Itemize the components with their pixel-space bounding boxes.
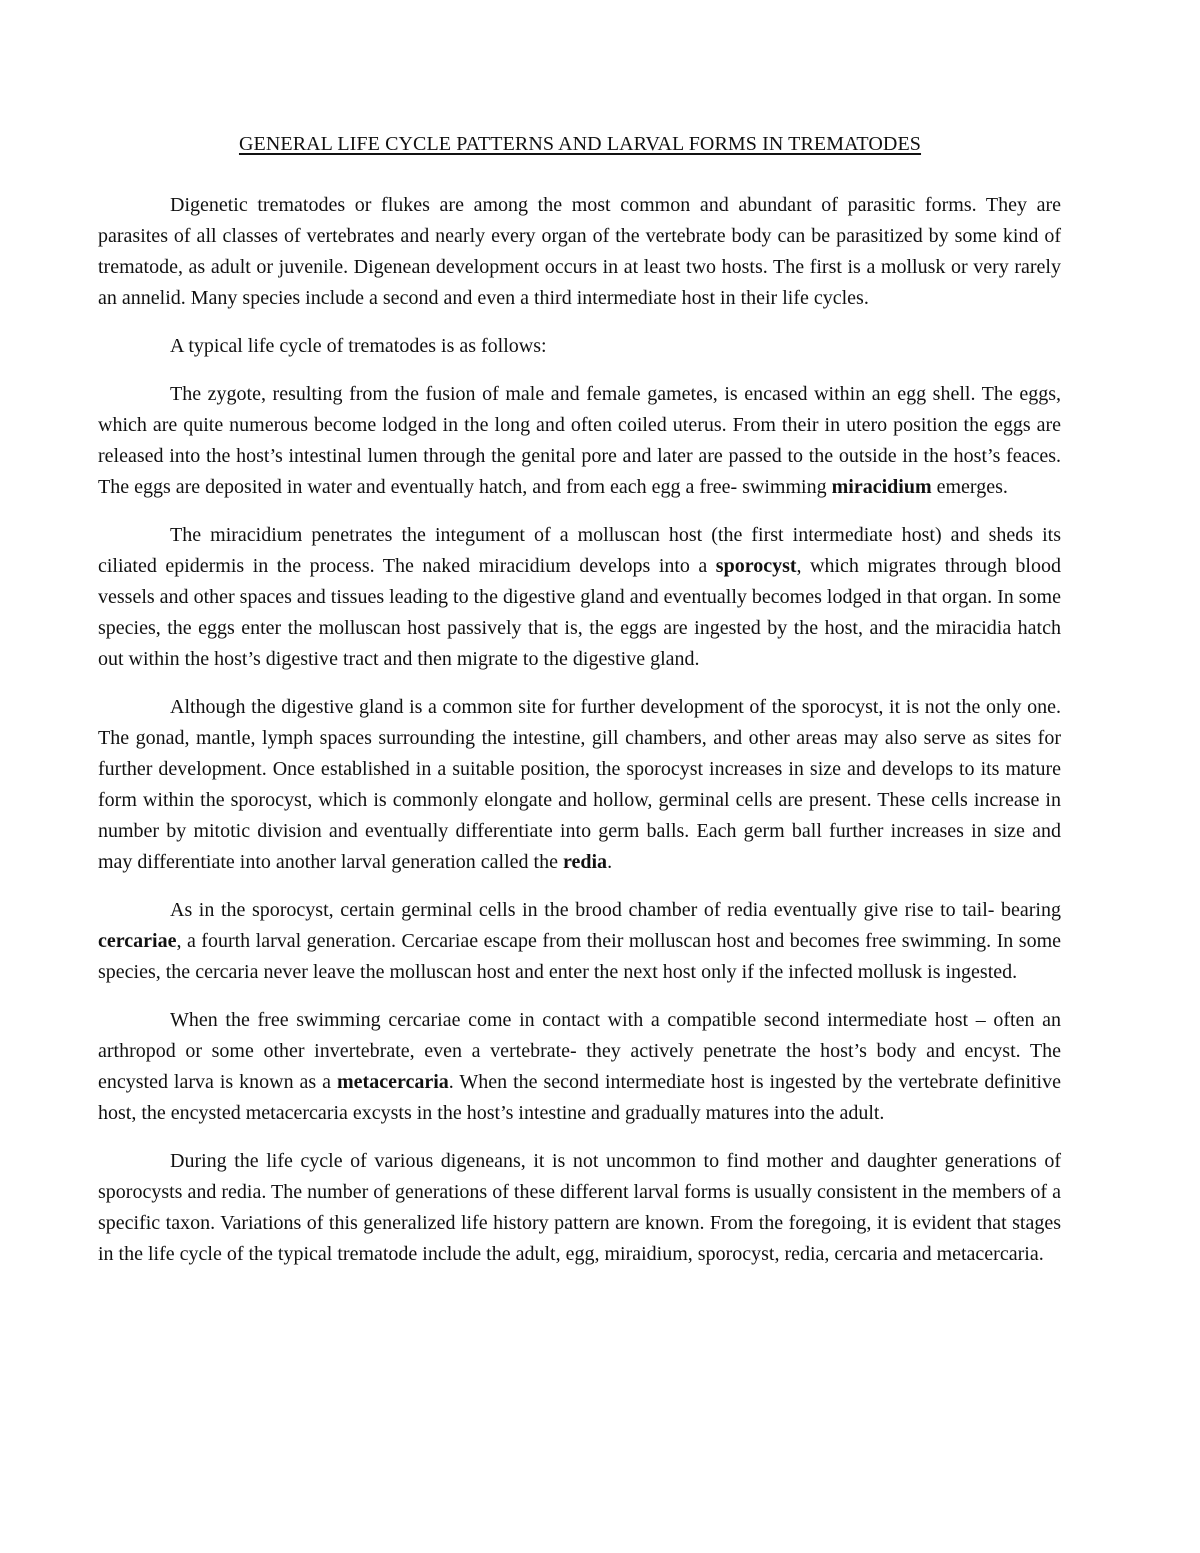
paragraph-text: The zygote, resulting from the fusion of male and female gametes, is encased within an egg shell. The eggs, which are quite numerous become lodged in the long and often coiled uterus. From their in utero position the eggs are released into the host’s intestinal lumen through the genital pore and later are passed to the outside in the host’s feaces. The eggs are deposited in water and eventually hatch, and from each egg a free- swimming [98, 383, 1061, 498]
paragraph-metacercaria [98, 1005, 1061, 1129]
paragraph-introduction: Digenetic trematodes or flukes are among the most common and abundant of parasitic forms. They are parasites of all classes of vertebrates and nearly every organ of the vertebrate body can be parasitized by some kind of trematode, as adult or juvenile. Digenean development occurs in at least two hosts. The first is a mollusk or very rarely an annelid. Many species include a second and even a third intermediate host in their life cycles. [98, 194, 1061, 309]
term-miracidium: miracidium [831, 476, 932, 498]
paragraph-miracidium [98, 520, 1061, 675]
paragraph-text: The miracidium penetrates the integument of a molluscan host (the first intermediate host) and sheds its ciliated epidermis in the process. The naked miracidium develops into a [98, 524, 1061, 577]
term-cercariae: cercariae [98, 930, 177, 952]
paragraph-cercariae [98, 895, 1061, 988]
paragraph-text: When the free swimming cercariae come in contact with a compatible second intermediate host – often an arthropod or some other invertebrate, even a vertebrate- they actively penetrate the host’s body and encyst. The encysted larva is known as a [98, 1009, 1061, 1093]
paragraph-typical-cycle: A typical life cycle of trematodes is as follows: [170, 335, 547, 357]
paragraph-text: . [607, 851, 613, 873]
document-body [98, 190, 1061, 1270]
term-sporocyst: sporocyst [715, 555, 797, 577]
paragraph-sporocyst-development [98, 692, 1061, 878]
document-title: GENERAL LIFE CYCLE PATTERNS AND LARVAL FORMS IN TREMATODES [238, 133, 922, 155]
paragraph-zygote [98, 379, 1061, 503]
term-redia: redia [562, 851, 608, 873]
paragraph-text: Although the digestive gland is a common site for further development of the sporocyst, it is not the only one. The gonad, mantle, lymph spaces surrounding the intestine, gill chambers, and other areas may also serve as sites for further development. Once established in a suitable position, the sporocyst increases in size and develops to its mature form within the sporocyst, which is commonly elongate and hollow, germinal cells are present. These cells increase in number by mitotic division and eventually differentiate into germ balls. Each germ ball further increases in size and may differentiate into another larval generation called the [98, 696, 1061, 873]
paragraph-text: , a fourth larval generation. Cercariae escape from their molluscan host and becomes free swimming. In some species, the cercaria never leave the molluscan host and enter the next host only if the infected mollusk is ingested. [98, 930, 1061, 983]
paragraph-text: , which migrates through blood vessels and other spaces and tissues leading to the digestive gland and eventually becomes lodged in that organ. In some species, the eggs enter the molluscan host passively that is, the eggs are ingested by the host, and the miracidia hatch out within the host’s digestive tract and then migrate to the digestive gland. [98, 555, 1061, 670]
paragraph-conclusion: During the life cycle of various digeneans, it is not uncommon to find mother and daughter generations of sporocysts and redia. The number of generations of these different larval forms is usually consistent in the members of a specific taxon. Variations of this generalized life history pattern are known. From the foregoing, it is evident that stages in the life cycle of the typical trematode include the adult, egg, miraidium, sporocyst, redia, cercaria and metacercaria. [98, 1150, 1061, 1265]
term-metacercaria: metacercaria [337, 1071, 449, 1093]
paragraph-text: emerges. [931, 476, 1008, 498]
paragraph-text: . When the second intermediate host is ingested by the vertebrate definitive host, the encysted metacercaria excysts in the host’s intestine and gradually matures into the adult. [98, 1071, 1061, 1124]
paragraph-text: As in the sporocyst, certain germinal cells in the brood chamber of redia eventually give rise to tail- bearing [170, 899, 1061, 921]
